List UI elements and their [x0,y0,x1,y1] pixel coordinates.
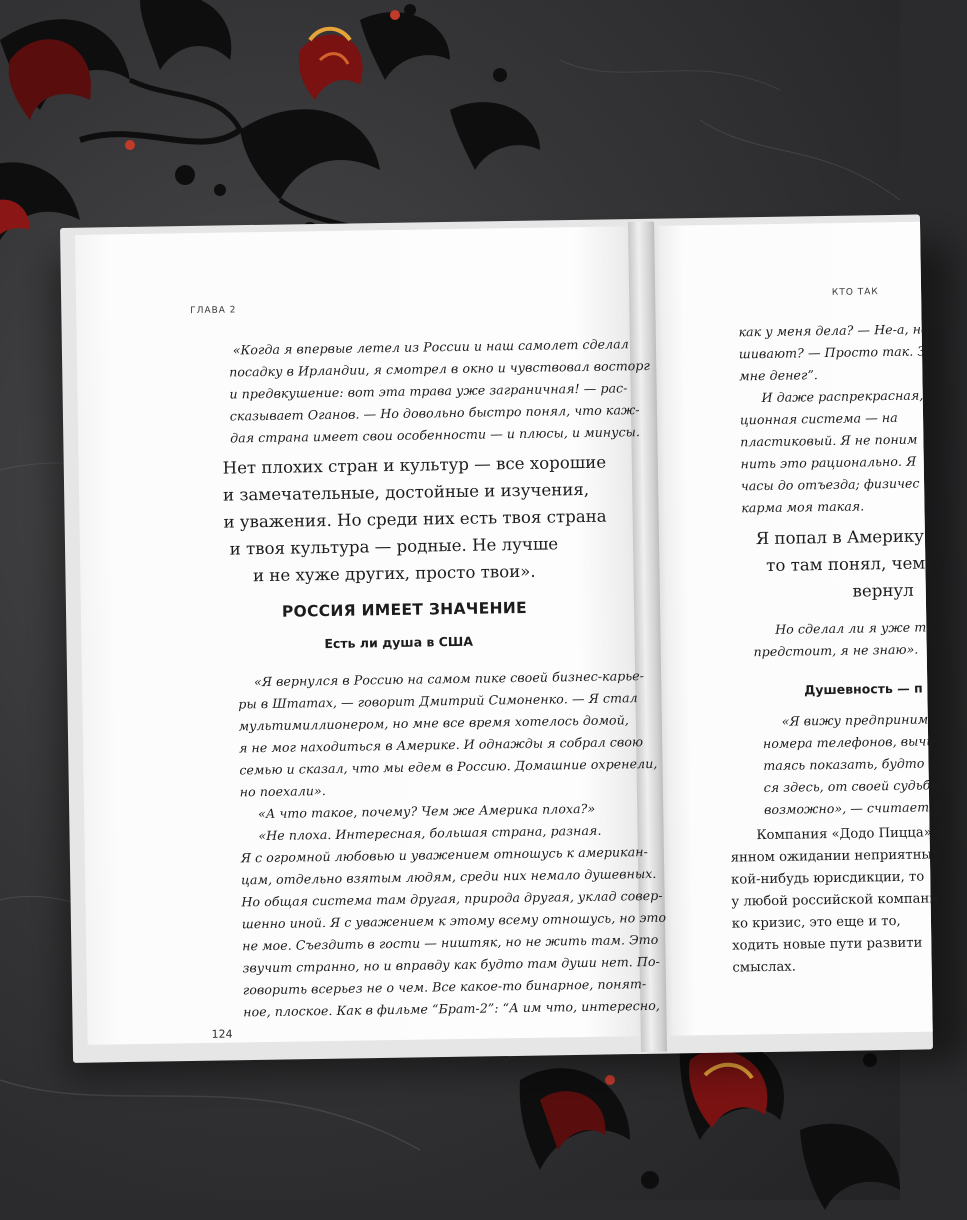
right-body-line: смыслах. [732,959,797,976]
body-line: «Я вернулся в Россию на самом пике своей бизнес-карье- [253,668,645,690]
intro-line: «Когда я впервые летел из России и наш самолет сделал [232,336,629,358]
right-line: пластиковый. Я не поним [740,431,918,450]
right-line: карма моя такая. [741,498,865,516]
body-line: Я с огромной любовью и уважением отношусь к американ- [240,844,648,866]
right-quote-line: возможно», — считает Ф [763,799,944,818]
body-line: ное, плоское. Как в фильме “Брат-2”: “А им что, интересно, [243,997,660,1020]
intro-line: дая страна имеет свои особенности — и плюсы, и минусы. [230,424,641,446]
right-page-text-clip [652,0,945,1200]
body-line: ры в Штатах, — говорит Дмитрий Симоненко. — Я стал [238,690,638,712]
right-body-line: Компания «Додо Пицца» п [756,825,945,844]
pull-quote-line: и замечательные, достойные и изучения, [222,479,590,505]
body-line: но поехали». [239,783,326,800]
right-line: шивают? — Просто так. З [738,343,926,362]
body-line: семью и сказал, что мы едем в Россию. Домашние охренели, [239,755,658,778]
section-title: РОССИЯ ИМЕЕТ ЗНАЧЕНИЕ [281,598,528,621]
intro-line: сказывает Оганов. — Но довольно быстро понял, что каж- [229,402,640,424]
right-quote-line: номера телефонов, вычи [762,733,935,752]
right-subsection-title: Душевность — п [804,680,923,698]
right-line: нить это рационально. Я [740,453,917,472]
right-body-line: янном ожидании неприятных [730,847,940,866]
intro-line: посадку в Ирландии, я смотрел в окно и чувствовал восторг [229,357,651,380]
right-quote-line: таясь показать, будто о [763,755,937,774]
right-body-line: ходить новые пути развити [732,935,923,954]
right-body-line: кой-нибудь юрисдикции, то [730,869,925,888]
running-header-right: КТО ТАК [831,287,879,298]
pull-quote-line: и не хуже других, просто твои». [252,561,536,586]
body-line: цам, отдельно взятым людям, среди них немало душевных. [240,865,657,888]
right-line: И даже распрекрасная, [761,387,924,406]
right-body-line: ко кризис, это еще и то, [731,913,901,932]
body-line: «Не плоха. Интересная, большая страна, разная. [258,822,602,844]
right-line: как у меня дела? — Не-а, не [738,321,929,340]
right-pull-quote-line: вернул [852,580,914,601]
right-quote-line: ся здесь, от своей судьбы [763,777,941,796]
body-line: «А что такое, почему? Чем же Америка плоха?» [257,800,596,822]
page-number: 124 [211,1027,233,1041]
right-italic-line: Но сделал ли я уже то [775,619,935,637]
body-line: звучит странно, но и вправду как будто там души нет. По- [242,953,660,976]
pull-quote-line: и твоя культура — родные. Не лучше [229,534,559,559]
right-italic-line: предстоит, я не знаю». [753,641,919,660]
right-line: часы до отъезда; физичес [740,475,920,494]
right-line: ционная система — на [739,409,898,428]
body-line: мультимиллионером, но мне все время хотелось домой, [238,712,629,734]
running-header-left: ГЛАВА 2 [190,305,237,317]
body-line: шенно иной. Я с уважением к этому всему отношусь, но это [241,909,667,932]
body-line: я не мог находиться в Америке. И однажды я собрал свою [238,734,644,756]
right-line: мне денег”. [739,367,819,384]
right-pull-quote-line: Я попал в Америку з [755,526,939,549]
body-line: Но общая система там другая, природа другая, уклад совер- [241,887,663,910]
intro-line: и предвкушение: вот эта трава уже заграничная! — рас- [229,380,628,402]
right-body-line: у любой российской компани [731,891,939,910]
body-line: говорить всерьез не о чем. Все какое-то бинарное, понят- [242,976,647,998]
pull-quote-line: и уважения. Но среди них есть твоя страна [223,506,607,532]
pull-quote-line: Нет плохих стран и культур — все хорошие [222,452,607,478]
body-line: не мое. Съездить в гости — ништяк, но не жить там. Это [242,931,659,954]
right-pull-quote-line: то там понял, чему- [766,553,941,575]
right-quote-line: «Я вижу предприним [781,711,929,729]
subsection-title: Есть ли душа в США [324,633,474,652]
